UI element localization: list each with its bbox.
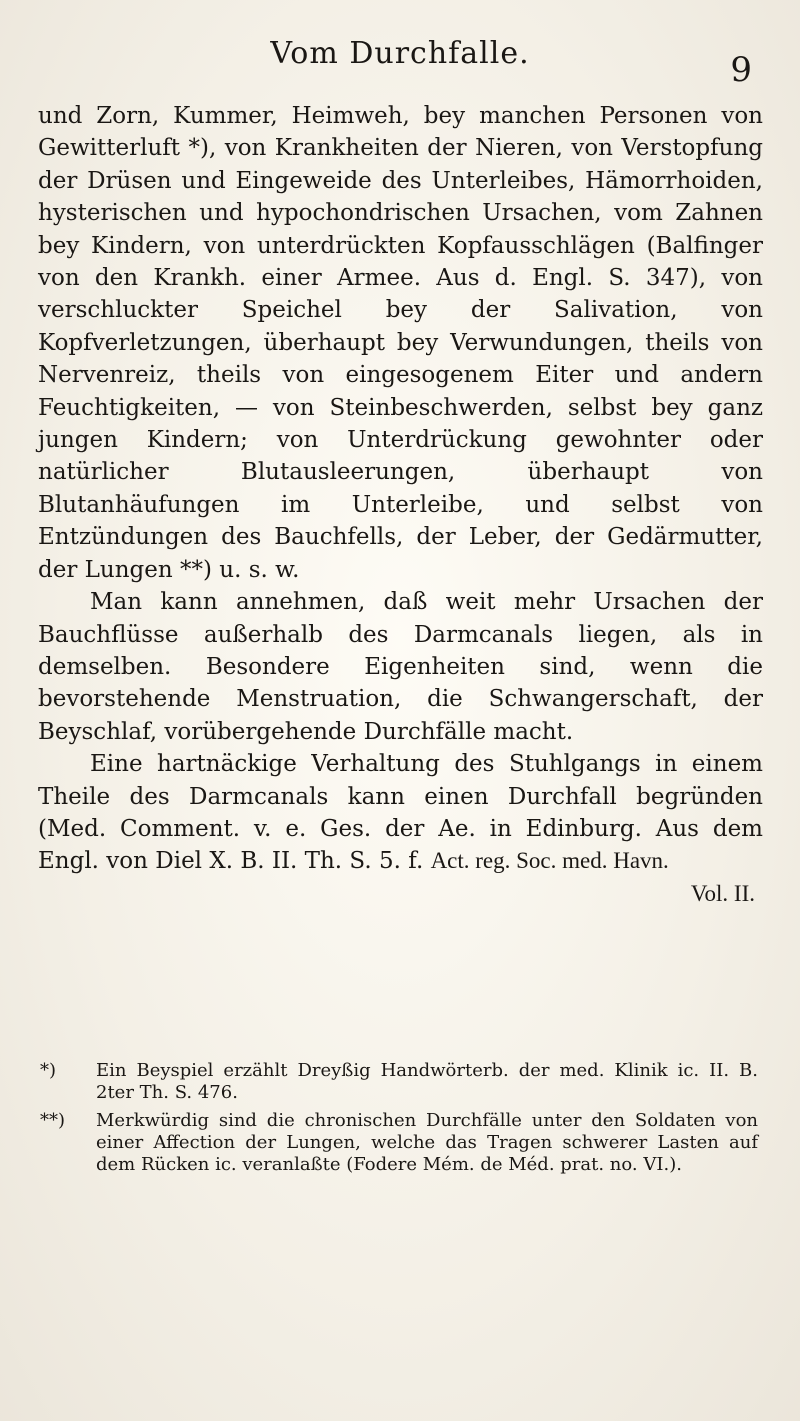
footnote-2-mark: **) (40, 1110, 66, 1131)
main-text (38, 100, 763, 910)
page-number: 9 (730, 50, 752, 90)
footnotes (40, 1060, 758, 1182)
running-head (0, 36, 800, 90)
footnote-1-mark: *) (40, 1060, 57, 1081)
footnote-1-text: Ein Beyspiel erzählt Dreyßig Handwörterb. der med. Klinik ic. II. B. 2ter Th. S. 476. (96, 1060, 758, 1103)
paragraph-3 (38, 748, 763, 878)
paragraph-1: und Zorn, Kummer, Heimweh, bey manchen Personen von Gewitterluft *), von Krankheiten der Nieren, von Verstopfung der Drüsen und Eingeweide des Unterleibes, Hämorrhoiden, hysterischen und hypochondrischen Ursachen, vom Zahnen bey Kindern, von unterdrückten Kopfausschlägen (Balfinger von den Krankh. einer Armee. Aus d. Engl. S. 347), von verschluckter Speichel bey der Salivation, von Kopfverletzungen, überhaupt bey Verwundungen, theils von Nervenreiz, theils von eingesogenem Eiter und andern Feuchtigkeiten, — von Steinbeschwerden, selbst bey ganz jungen Kindern; von Unterdrückung gewohnter oder natürlicher Blutausleerungen, überhaupt von Blutanhäufungen im Unterleibe, und selbst von Entzündungen des Bauchfells, der Leber, der Gedärmutter, der Lungen **) u. s. w. (38, 103, 763, 583)
footnote-2 (40, 1110, 758, 1176)
volume-reference: Vol. II. (690, 880, 755, 906)
footnote-1 (40, 1060, 758, 1104)
paragraph-3-text: Eine hartnäckige Verhaltung des Stuhlgangs in einem Theile des Darmcanals kann einen Durchfall begründen (Med. Comment. v. e. Ges. der Ae. in Edinburg. Aus dem Engl. von Diel X. B. II. Th. S. 5. f. (38, 751, 763, 875)
running-title: Vom Durchfalle. (270, 36, 530, 71)
latin-reference: Act. reg. Soc. med. Havn. (430, 848, 669, 874)
paragraph-2: Man kann annehmen, daß weit mehr Ursachen der Bauchflüsse außerhalb des Darmcanals liegen, als in demselben. Besondere Eigenheiten sind, wenn die bevorstehende Menstruation, die Schwangerschaft, der Beyschlaf, vorübergehende Durchfälle macht. (38, 589, 763, 745)
footnote-2-text: Merkwürdig sind die chronischen Durchfälle unter den Soldaten von einer Affection der Lungen, welche das Tragen schwerer Lasten auf dem Rücken ic. veranlaßte (Fodere Mém. de Méd. prat. no. VI.). (96, 1110, 758, 1175)
